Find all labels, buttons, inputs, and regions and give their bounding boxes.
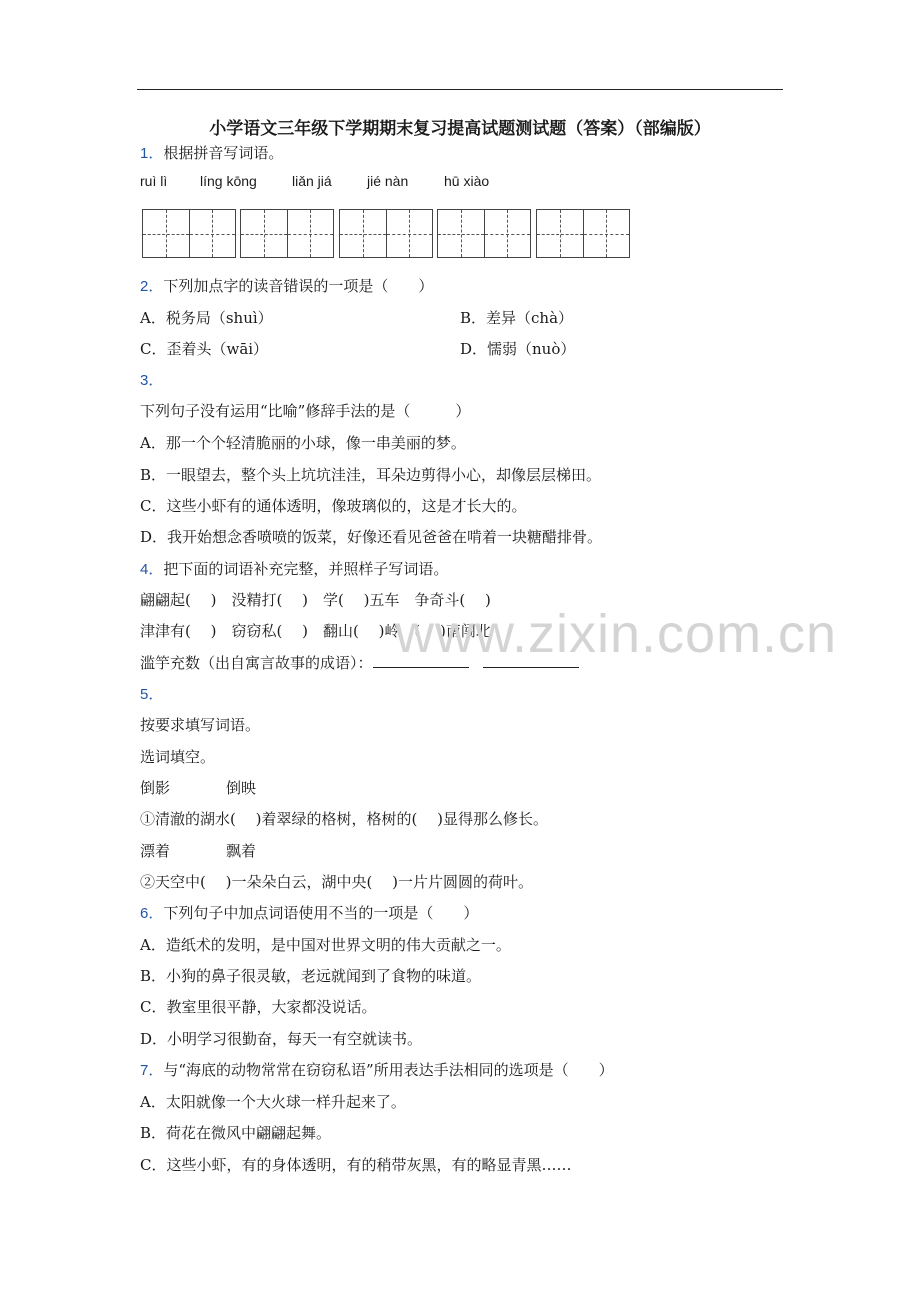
option-a: A．太阳就像一个大火球一样升起来了。 (140, 1093, 406, 1111)
option-c: C．这些小虾有的通体透明，像玻璃似的，这是才长大的。 (140, 497, 527, 515)
question-number: 6． (140, 905, 164, 922)
fill-line-1: 翩翩起( ) 没精打( ) 学( )五车 争奇斗( ) (140, 591, 491, 609)
question-7 (140, 1060, 614, 1081)
option-a: A．造纸术的发明，是中国对世界文明的伟大贡献之一。 (140, 936, 511, 954)
option-c: C．教室里很平静，大家都没说话。 (140, 998, 377, 1016)
pinyin-1: ruì lì (140, 173, 168, 189)
question-5-text: 按要求填写词语。 (140, 716, 261, 734)
option-d: D．懦弱（nuò） (460, 340, 576, 358)
writing-grid-5[interactable] (536, 209, 630, 258)
question-number: 5． (140, 686, 164, 703)
question-number: 4． (140, 561, 164, 578)
fill-sentence-2: ②天空中( )一朵朵白云，湖中央( )一片片圆圆的荷叶。 (140, 873, 533, 891)
option-b: B．差异（chà） (460, 309, 574, 327)
question-text: 下列句子中加点词语使用不当的一项是（ ） (163, 904, 479, 922)
question-1 (140, 143, 283, 164)
fill-sentence-1: ①清澈的湖水( )着翠绿的格树，格树的( )显得那么修长。 (140, 810, 548, 828)
question-4 (140, 559, 448, 580)
option-a: A．税务局（shuì） (140, 309, 273, 327)
question-2 (140, 276, 433, 297)
pinyin-4: jié nàn (367, 173, 409, 189)
question-3-text: 下列句子没有运用“比喻”修辞手法的是（ ） (140, 402, 471, 420)
word-choice-3: 漂着 (140, 842, 171, 860)
writing-grid-1[interactable] (142, 209, 236, 258)
pinyin-5: hū xiào (444, 173, 490, 189)
option-d: D．我开始想念香喷喷的饭菜，好像还看见爸爸在啃着一块糖醋排骨。 (140, 528, 603, 546)
watermark: www.zixin.com.cn (395, 604, 838, 664)
option-a: A．那一个个轻清脆丽的小球，像一串美丽的梦。 (140, 434, 466, 452)
word-choice-1: 倒影 (140, 779, 171, 797)
pinyin-2: líng kōng (200, 173, 257, 189)
question-number: 3． (140, 372, 164, 389)
writing-grid-3[interactable] (339, 209, 433, 258)
question-text: 把下面的词语补充完整，并照样子写词语。 (163, 560, 449, 578)
question-number: 1． (140, 145, 164, 162)
option-b: B．荷花在微风中翩翩起舞。 (140, 1124, 332, 1142)
pinyin-3: liǎn jiá (292, 173, 332, 189)
option-c: C．歪着头（wāi） (140, 340, 269, 358)
option-b: B．小狗的鼻子很灵敏，老远就闻到了食物的味道。 (140, 967, 482, 985)
word-choice-2: 倒映 (226, 779, 257, 797)
question-text: 根据拼音写词语。 (163, 144, 284, 162)
question-number: 7． (140, 1062, 164, 1079)
fill-line-2: 津津有( ) 窃窃私( ) 翻山( )岭 ( )南闯北 (140, 622, 491, 640)
word-choice-4: 飘着 (226, 842, 257, 860)
writing-grid-2[interactable] (240, 209, 334, 258)
question-text: 与“海底的动物常常在窃窃私语”所用表达手法相同的选项是（ ） (163, 1061, 614, 1079)
question-text: 下列加点字的读音错误的一项是（ ） (163, 277, 434, 295)
idiom-prompt: 滥竽充数（出自寓言故事的成语）： (140, 654, 373, 672)
option-c: C．这些小虾，有的身体透明，有的稍带灰黑，有的略显青黑…… (140, 1156, 572, 1174)
option-d: D．小明学习很勤奋，每天一有空就读书。 (140, 1030, 423, 1048)
question-5-number (140, 684, 163, 705)
question-6 (140, 903, 478, 924)
option-b: B．一眼望去，整个头上坑坑洼洼，耳朵边剪得小心，却像层层梯田。 (140, 466, 602, 484)
writing-grid-4[interactable] (437, 209, 531, 258)
question-3-number (140, 370, 163, 391)
header-rule (137, 89, 783, 90)
page-title: 小学语文三年级下学期期末复习提高试题测试题（答案）（部编版） (209, 119, 711, 139)
question-number: 2． (140, 278, 164, 295)
question-5-sub: 选词填空。 (140, 748, 216, 766)
